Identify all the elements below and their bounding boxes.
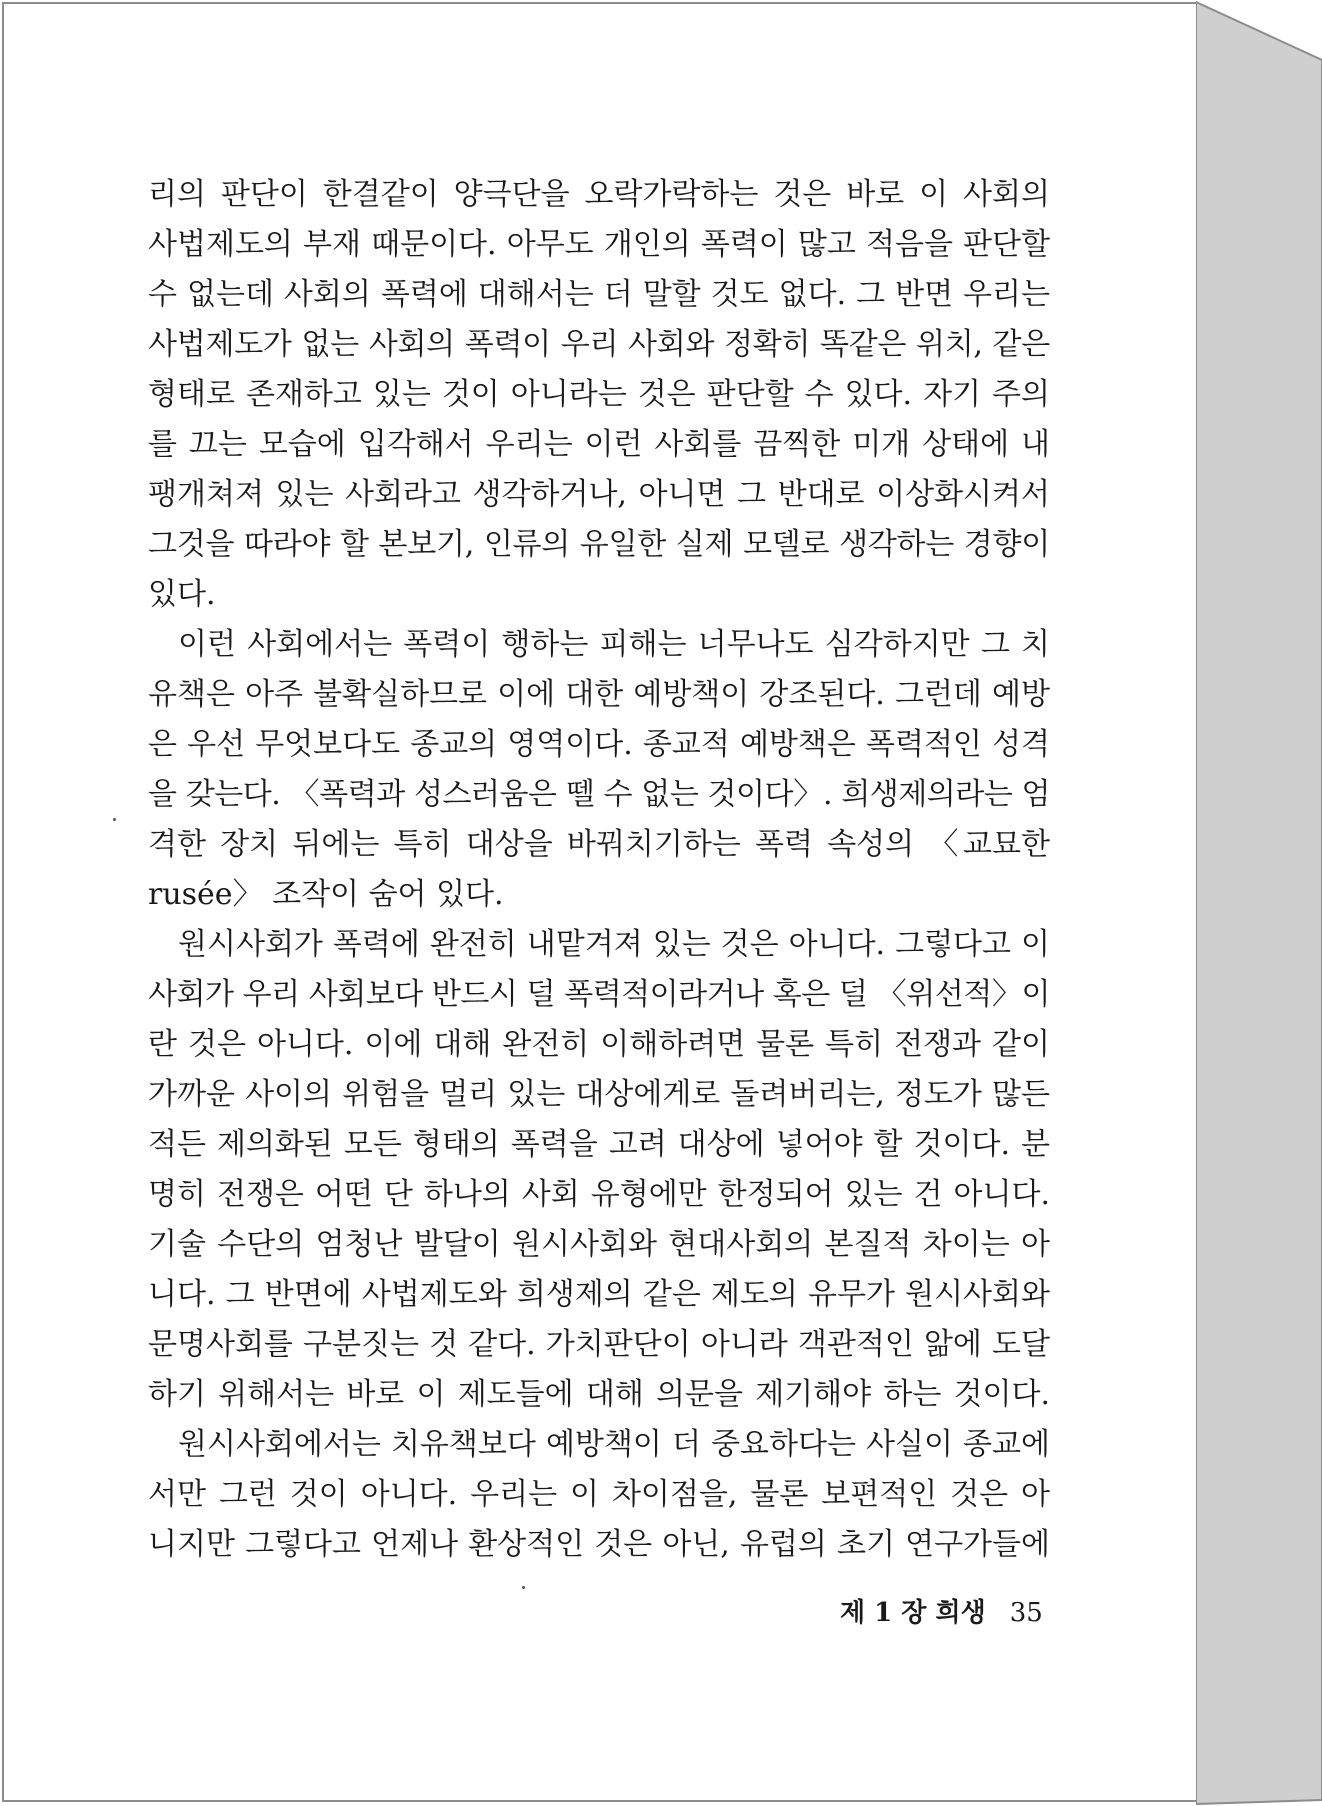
chapter-title: 제 1 장 희생	[840, 1598, 986, 1628]
text-line: 그것을 따라야 할 본보기, 인류의 유일한 실제 모델로 생각하는 경향이	[148, 527, 1050, 562]
page-number: 35	[1009, 1598, 1043, 1628]
scan-speck	[113, 818, 116, 821]
text-line: 이런 사회에서는 폭력이 행하는 피해는 너무나도 심각하지만 그 치	[178, 627, 1050, 662]
text-line: 가까운 사이의 위험을 멀리 있는 대상에게로 돌려버리는, 정도가 많든	[148, 1077, 1050, 1112]
text-line: 서만 그런 것이 아니다. 우리는 이 차이점을, 물론 보편적인 것은 아	[148, 1477, 1050, 1512]
text-line: rusée〉 조작이 숨어 있다.	[148, 877, 504, 912]
text-line: 니다. 그 반면에 사법제도와 희생제의 같은 제도의 유무가 원시사회와	[148, 1277, 1050, 1312]
text-line: 사법제도가 없는 사회의 폭력이 우리 사회와 정확히 똑같은 위치, 같은	[148, 327, 1050, 362]
page-footer	[840, 1592, 1043, 1629]
text-line: 란 것은 아니다. 이에 대해 완전히 이해하려면 물론 특히 전쟁과 같이	[148, 1027, 1050, 1062]
scan-speck	[522, 1586, 525, 1589]
text-line: 격한 장치 뒤에는 특히 대상을 바꿔치기하는 폭력 속성의 〈교묘한	[148, 827, 1050, 862]
text-line: 를 끄는 모습에 입각해서 우리는 이런 사회를 끔찍한 미개 상태에 내	[148, 427, 1050, 462]
body-text	[148, 170, 1050, 1570]
text-line: 은 우선 무엇보다도 종교의 영역이다. 종교적 예방책은 폭력적인 성격	[148, 727, 1050, 762]
text-line: 팽개쳐져 있는 사회라고 생각하거나, 아니면 그 반대로 이상화시켜서	[148, 477, 1050, 512]
text-line: 기술 수단의 엄청난 발달이 원시사회와 현대사회의 본질적 차이는 아	[148, 1227, 1050, 1262]
text-line: 니지만 그렇다고 언제나 환상적인 것은 아닌, 유럽의 초기 연구가들에	[148, 1527, 1050, 1562]
text-line: 사회가 우리 사회보다 반드시 덜 폭력적이라거나 혹은 덜 〈위선적〉이	[148, 977, 1050, 1012]
text-line: 하기 위해서는 바로 이 제도들에 대해 의문을 제기해야 하는 것이다.	[148, 1377, 1050, 1412]
text-line: 리의 판단이 한결같이 양극단을 오락가락하는 것은 바로 이 사회의	[148, 177, 1050, 212]
text-line: 사법제도의 부재 때문이다. 아무도 개인의 폭력이 많고 적음을 판단할	[148, 227, 1050, 262]
text-line: 문명사회를 구분짓는 것 같다. 가치판단이 아니라 객관적인 앎에 도달	[148, 1327, 1050, 1362]
text-line: 수 없는데 사회의 폭력에 대해서는 더 말할 것도 없다. 그 반면 우리는	[148, 277, 1050, 312]
book-edge	[1196, 0, 1322, 1806]
text-line: 있다.	[148, 577, 216, 612]
text-line: 적든 제의화된 모든 형태의 폭력을 고려 대상에 넣어야 할 것이다. 분	[148, 1127, 1050, 1162]
text-line: 명히 전쟁은 어떤 단 하나의 사회 유형에만 한정되어 있는 건 아니다.	[148, 1177, 1050, 1212]
text-line: 원시사회가 폭력에 완전히 내맡겨져 있는 것은 아니다. 그렇다고 이	[178, 927, 1050, 962]
text-line: 유책은 아주 불확실하므로 이에 대한 예방책이 강조된다. 그런데 예방	[148, 677, 1050, 712]
text-line: 원시사회에서는 치유책보다 예방책이 더 중요하다는 사실이 종교에	[178, 1427, 1050, 1462]
text-line: 을 갖는다. 〈폭력과 성스러움은 뗄 수 없는 것이다〉. 희생제의라는 엄	[148, 777, 1050, 812]
text-line: 형태로 존재하고 있는 것이 아니라는 것은 판단할 수 있다. 자기 주의	[148, 377, 1050, 412]
